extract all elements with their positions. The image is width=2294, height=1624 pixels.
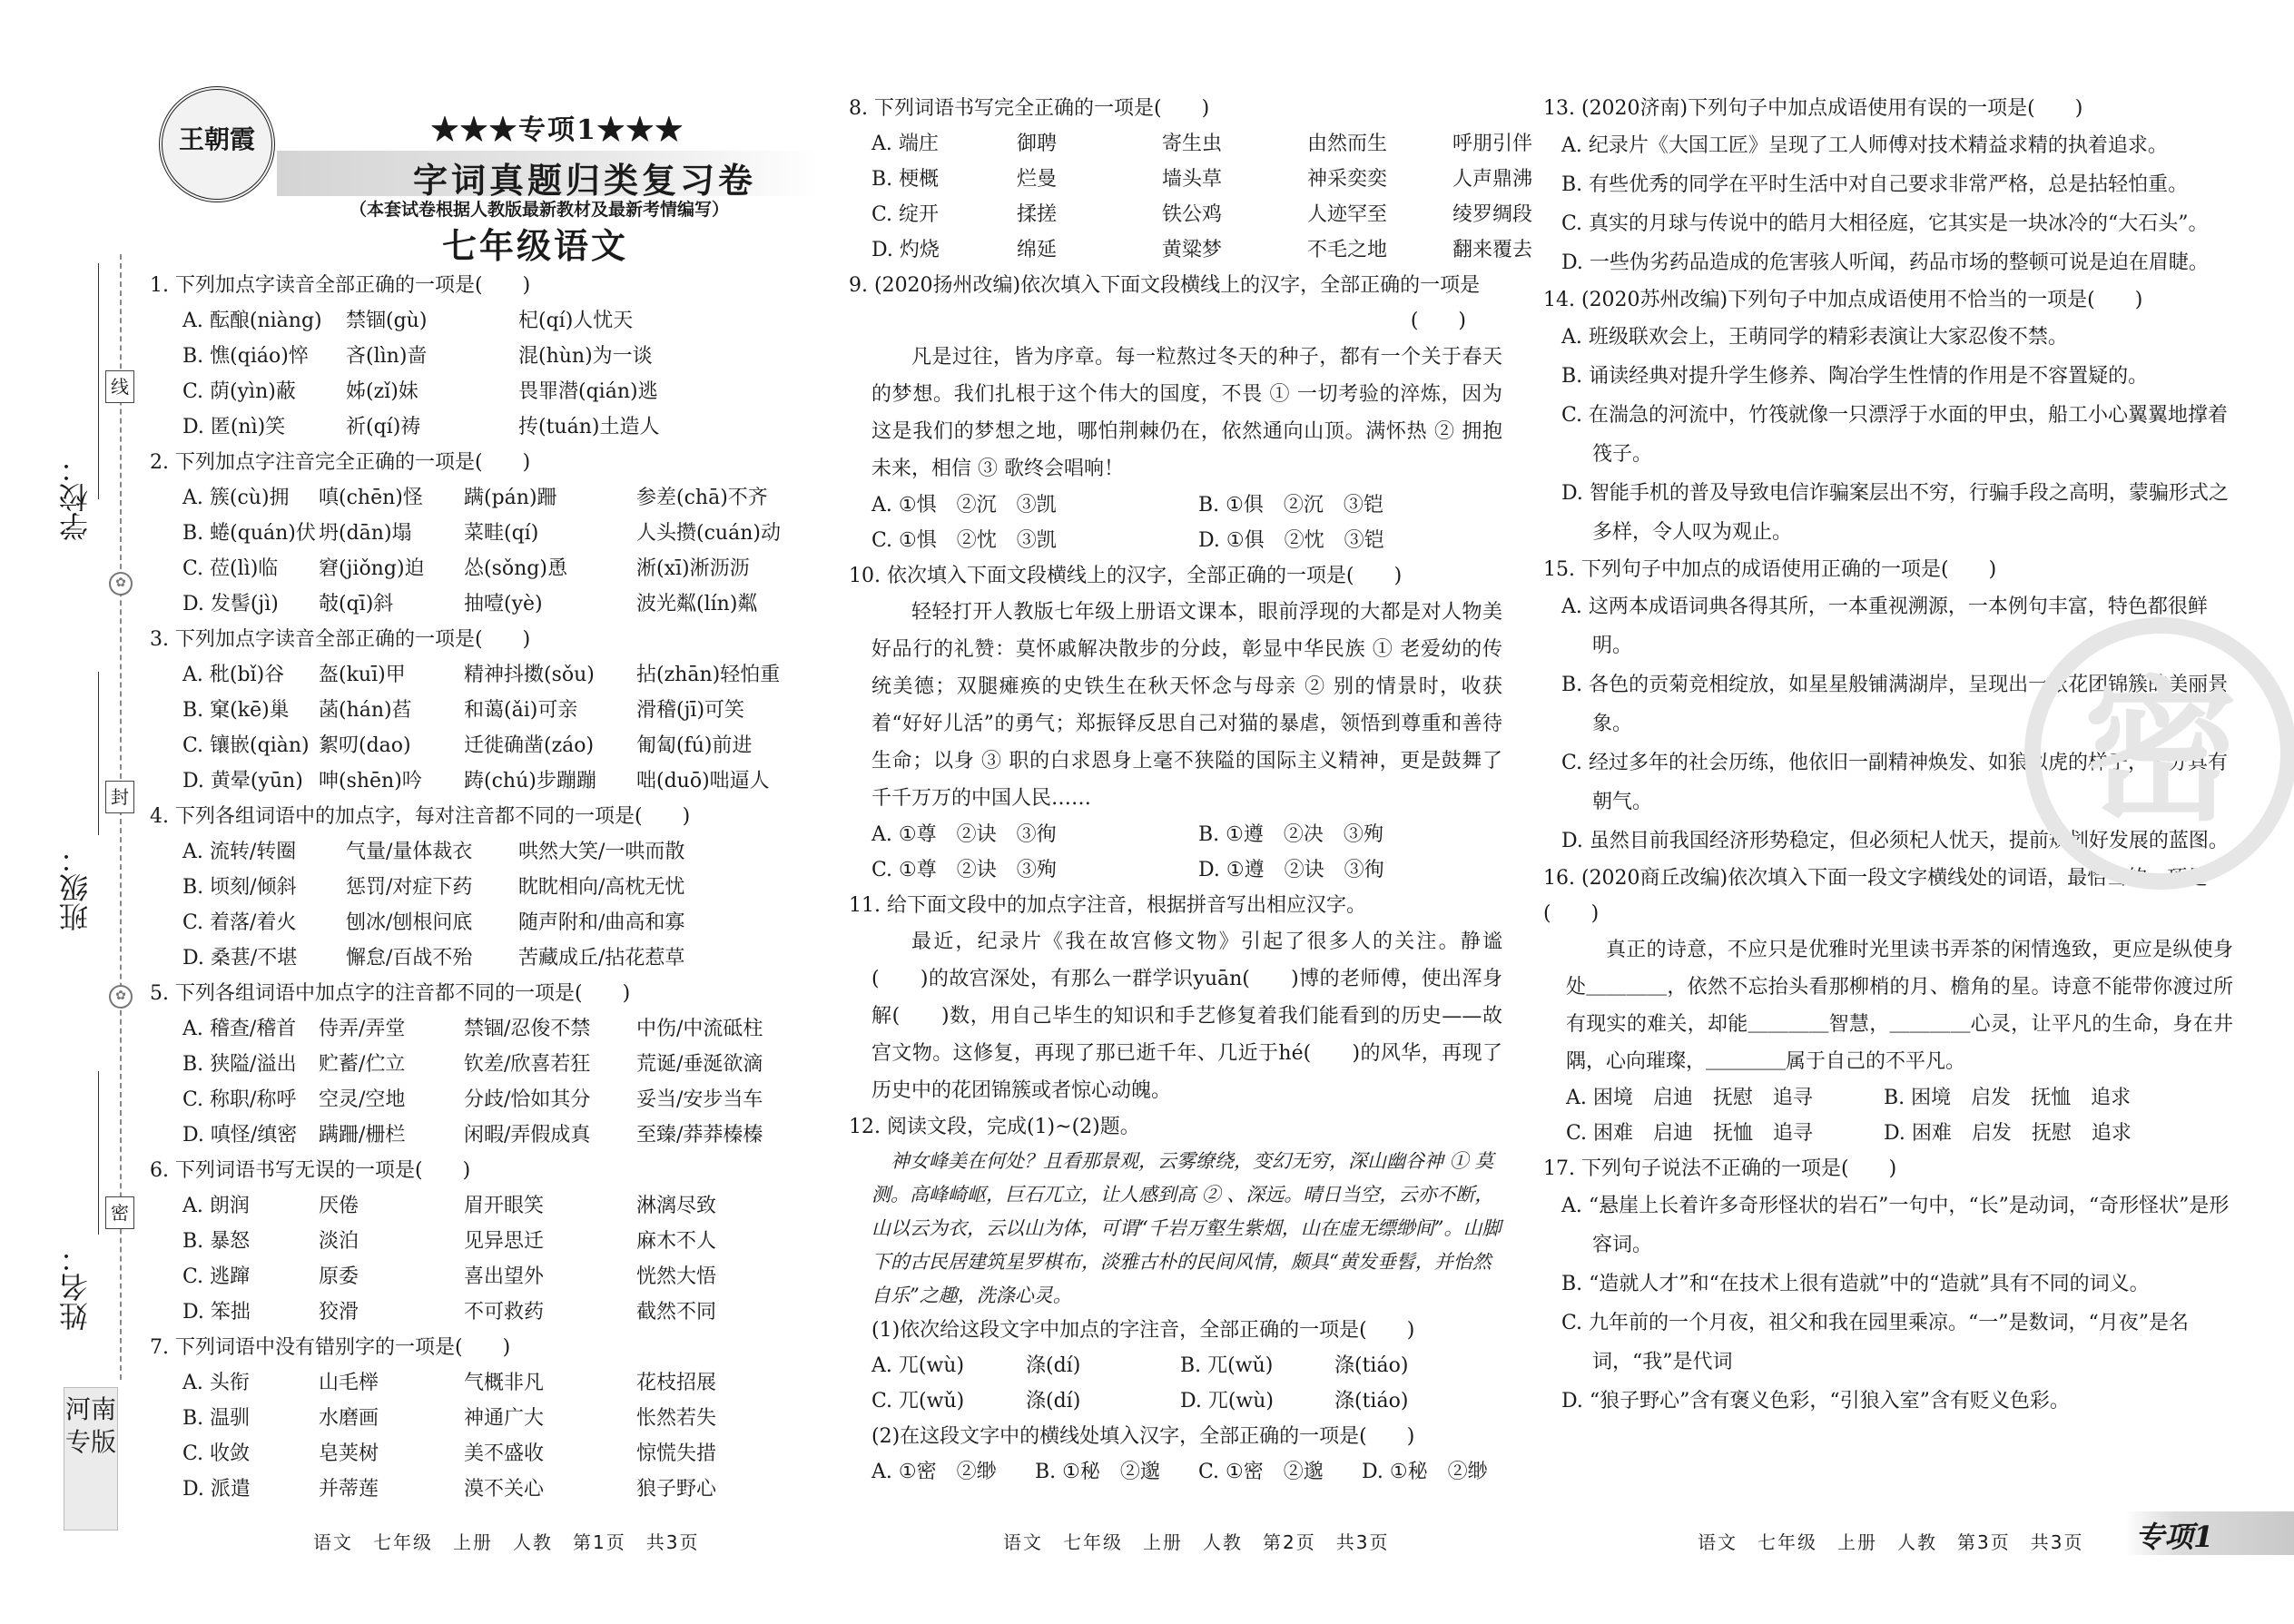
option-cell: C. ①密 ②邈 (1198, 1461, 1324, 1483)
option-item: C. 真实的月球与传说中的皓月大相径庭，它其实是一块冰冷的“大石头”。 (1561, 212, 2209, 235)
option-grid (150, 834, 822, 976)
option-cell: 淋漓尽致 (636, 1195, 717, 1217)
option-cell: 禁锢(gù) (346, 310, 428, 332)
option-cell: 惩罚/对症下药 (346, 876, 473, 899)
option-cell: 眈眈相向/高枕无忧 (518, 876, 685, 899)
option-cell: A. ①密 ②缈 (871, 1461, 997, 1483)
option-item: D. 一些伪劣药品造成的危害骇人听闻，药品市场的整顿可说是迫在眉睫。 (1561, 251, 2209, 274)
school-label: 学校： (58, 454, 93, 541)
question-17 (1543, 1151, 2233, 1421)
option-cell: C. 莅(lì)临 (182, 557, 279, 580)
option-cell: D. 匿(nì)笑 (182, 416, 286, 438)
option-item: D. 智能手机的普及导致电信诈骗案层出不穷，行骗手段之高明，蒙骗形式之多样，令人叹为观止。 (1561, 482, 2229, 544)
option-item: C. 九年前的一个月夜，祖父和我在园里乘凉。“一”是数词，“月夜”是名词，“我”是代词 (1561, 1312, 2190, 1373)
option-cell: C. 困难 启迪 抚恤 追寻 (1566, 1122, 1814, 1145)
option-cell: 蹒(pán)跚 (464, 487, 557, 509)
option-cell: A. 兀(wù) (871, 1354, 965, 1377)
option-cell: 坍(dān)塌 (319, 522, 412, 545)
topic-tag: 专项1 (2135, 1520, 2214, 1554)
option-cell: C. 兀(wǔ) (871, 1390, 965, 1412)
option-cell: 原委 (319, 1265, 359, 1288)
option-cell: D. 灼烧 (871, 239, 940, 261)
option-item: D. “狼子野心”含有褒义色彩，“引狼入室”含有贬义色彩。 (1561, 1390, 2070, 1412)
answer-paren: ( ) (1410, 310, 1466, 332)
passage: 神女峰美在何处？且看那景观，云雾缭绕，变幻无穷，深山幽谷神 ① 莫测。高峰崎岖，巨石兀立，让人感到高 ② 、深远。晴日当空，云亦不断，山以云为衣，云以山为体，可谓“千岩万壑生紫烟，山在虚无缥缈间”。山脚下的古民居建筑星罗棋布，淡雅古朴的民间风情，颇具“黄发垂髫，并怡然自乐”之趣，洗涤心灵。 (871, 1150, 1501, 1306)
question-stem: 6. 下列词语书写无误的一项是( ) (150, 1159, 471, 1182)
binding-sidebar (0, 0, 145, 1624)
option-cell: 神通广大 (464, 1407, 545, 1430)
option-cell: A. 头衔 (182, 1372, 250, 1394)
option-cell: 精神抖擞(sǒu) (464, 664, 595, 686)
class-line (98, 672, 99, 835)
option-cell: 滑稽(jī)可笑 (636, 699, 745, 722)
option-cell: 淡泊 (319, 1230, 359, 1253)
option-cell: 参差(chā)不齐 (636, 487, 768, 509)
option-cell: 杞(qí)人忧天 (518, 310, 634, 332)
question-stem: 1. 下列加点字读音全部正确的一项是( ) (150, 274, 531, 297)
swirl-icon: ✿ (109, 985, 133, 1009)
option-cell: B. ①俱 ②沉 ③铠 (1198, 494, 1383, 517)
option-cell: B. ①遵 ②决 ③殉 (1198, 823, 1383, 846)
option-cell: 攲(qī)斜 (319, 593, 394, 615)
option-cell: 并蒂莲 (319, 1478, 379, 1501)
page-1 (150, 0, 822, 1553)
option-item: B. “造就人才”和“在技术上很有造就”中的“造就”具有不同的词义。 (1561, 1273, 2150, 1295)
option-cell: 妥当/安步当车 (636, 1088, 763, 1111)
option-cell: 绫罗绸段 (1452, 203, 1533, 226)
brand-logo: 王朝霞 (159, 86, 275, 202)
option-cell: 水磨画 (319, 1407, 379, 1430)
question-stem: 3. 下列加点字读音全部正确的一项是( ) (150, 628, 531, 651)
school-line (98, 263, 99, 499)
option-cell: A. ①惧 ②沉 ③凯 (871, 494, 1057, 517)
option-cell: 铁公鸡 (1162, 203, 1223, 226)
question-3 (150, 622, 822, 799)
option-cell: C. 绽开 (871, 203, 940, 226)
option-cell: 涤(tiáo) (1334, 1354, 1409, 1377)
option-cell: 烂曼 (1017, 168, 1058, 191)
option-cell: 不可救药 (464, 1301, 545, 1324)
option-grid (849, 817, 1502, 888)
option-cell: 哄然大笑/一哄而散 (518, 841, 685, 863)
option-grid (849, 126, 1533, 268)
option-cell: 气量/量体裁衣 (346, 841, 473, 863)
option-cell: 咄(duō)咄逼人 (636, 770, 770, 792)
page-footer: 语文 七年级 上册 人教 第2页 共3页 (1003, 1531, 1390, 1553)
question-stem: 11. 给下面文段中的加点字注音，根据拼音写出相应汉字。 (849, 894, 1366, 917)
option-cell: 荒诞/垂涎欲滴 (636, 1053, 763, 1076)
option-cell: A. 困境 启迪 抚慰 追寻 (1566, 1087, 1813, 1109)
class-label: 班级： (58, 844, 93, 931)
option-item: B. 各色的贡菊竞相绽放，如星星般铺满湖岸，呈现出一派花团锦簇的美丽景象。 (1561, 674, 2229, 735)
option-cell: 皂荚树 (319, 1442, 379, 1465)
option-grid (849, 487, 1502, 558)
option-cell: 涤(dí) (1026, 1390, 1081, 1412)
option-cell: 钦差/欣喜若狂 (464, 1053, 591, 1076)
option-cell: C. ①尊 ②诀 ③殉 (871, 859, 1057, 881)
option-cell: 截然不同 (636, 1301, 717, 1324)
question-stem: 14. (2020苏州改编)下列句子中加点成语使用不恰当的一项是( ) (1543, 289, 2143, 311)
passage: 最近，纪录片《我在故宫修文物》引起了很多人的关注。静谧( )的故宫深处，有那么一群学识yuān( )博的老师傅，使出浑身解( )数，用自己毕生的知识和手艺修复着我们能看到的历史——故宫文物。这修复，再现了那已逝千年、几近于hé( )的风华，再现了历史中的花团锦簇或者惊心动魄。 (871, 930, 1502, 1102)
option-grid (150, 303, 822, 445)
question-stem: 8. 下列词语书写完全正确的一项是( ) (849, 97, 1210, 120)
option-cell: 黄粱梦 (1162, 239, 1223, 261)
option-grid (150, 1365, 822, 1507)
option-cell: 呻(shēn)吟 (319, 770, 422, 792)
page-footer: 语文 七年级 上册 人教 第3页 共3页 (1698, 1531, 2084, 1553)
option-grid (1543, 1080, 2233, 1151)
option-cell: 呼朋引伴 (1452, 133, 1533, 155)
option-cell: 波光粼(lín)粼 (636, 593, 758, 615)
page-subtitle: （本套试卷根据人教版最新教材及最新考情编写） (350, 200, 730, 220)
question-stem: 17. 下列句子说法不正确的一项是( ) (1543, 1157, 1897, 1180)
option-cell: A. ①尊 ②诀 ③徇 (871, 823, 1057, 846)
option-cell: 狡滑 (319, 1301, 359, 1324)
option-cell: D. 兀(wù) (1180, 1390, 1275, 1412)
watermark-stamp: 密 (2024, 617, 2294, 890)
option-grid (849, 1454, 1502, 1490)
name-line (98, 1071, 99, 1235)
option-grid (849, 1348, 1502, 1419)
option-cell: 狼子野心 (636, 1478, 717, 1501)
option-cell: B. 困境 启发 抚恤 追求 (1884, 1087, 2132, 1109)
question-16 (1543, 861, 2233, 1151)
option-cell: 淅(xī)淅沥沥 (636, 557, 750, 580)
grade-title: 七年级语文 (442, 225, 629, 266)
option-cell: 漠不关心 (464, 1478, 545, 1501)
topic-badge: ★★★专项1★★★ (431, 114, 684, 146)
question-list (150, 268, 822, 1507)
option-cell: 涤(dí) (1026, 1354, 1081, 1377)
question-2 (150, 445, 822, 622)
seal-seal-box: 封 (105, 781, 134, 813)
option-cell: 侍弄/弄堂 (319, 1018, 406, 1040)
option-cell: C. 称职/称呼 (182, 1088, 297, 1111)
option-cell: 吝(lìn)啬 (346, 345, 428, 368)
option-cell: 不毛之地 (1307, 239, 1388, 261)
option-cell: A. 流转/转圈 (182, 841, 297, 863)
option-cell: D. ①俱 ②忱 ③铠 (1198, 529, 1384, 552)
option-cell: D. 桑葚/不堪 (182, 947, 298, 969)
option-cell: 分歧/恰如其分 (464, 1088, 591, 1111)
question-stem: 10. 依次填入下面文段横线上的汉字，全部正确的一项是( ) (849, 565, 1403, 587)
option-cell: 花枝招展 (636, 1372, 717, 1394)
question-13 (1543, 91, 2233, 282)
page-2 (849, 0, 1533, 1553)
option-cell: D. 派遣 (182, 1478, 251, 1501)
option-cell: 由然而生 (1307, 133, 1388, 155)
question-stem: 12. 阅读文段，完成(1)~(2)题。 (849, 1116, 1140, 1138)
option-cell: 人迹罕至 (1307, 203, 1388, 226)
option-item: D. 虽然目前我国经济形势稳定，但必须杞人忧天，提前规划好发展的蓝图。 (1561, 830, 2229, 852)
option-cell: D. 黄晕(yūn) (182, 770, 303, 792)
option-cell: D. 困难 启发 抚慰 追求 (1884, 1122, 2132, 1145)
option-item: A. 班级联欢会上，王萌同学的精彩表演让大家忍俊不禁。 (1561, 326, 2068, 349)
question-11 (849, 888, 1502, 1109)
option-cell: 御聘 (1017, 133, 1058, 155)
passage: 凡是过往，皆为序章。每一粒熬过冬天的种子，都有一个关于春天的梦想。我们扎根于这个伟大的国度，不畏 ① 一切考验的淬炼，因为这是我们的梦想之地，哪怕荆棘仍在，依然通向山顶。满怀热 ② 拥抱未来，相信 ③ 歌终会唱响！ (871, 346, 1502, 480)
option-cell: B. 梗概 (871, 168, 940, 191)
option-cell: 混(hùn)为一谈 (518, 345, 653, 368)
option-cell: 姊(zǐ)妹 (346, 380, 418, 403)
option-cell: B. 暴怒 (182, 1230, 251, 1253)
option-cell: A. 簇(cù)拥 (182, 487, 290, 509)
question-4 (150, 799, 822, 976)
option-cell: 抽噎(yè) (464, 593, 543, 615)
option-cell: 美不盛收 (464, 1442, 545, 1465)
option-item: A. “悬崖上长着许多奇形怪状的岩石”一句中，“长”是动词，“奇形怪状”是形容词。 (1561, 1195, 2230, 1256)
question-stem: 2. 下列加点字注音完全正确的一项是( ) (150, 451, 531, 474)
option-cell: 人头攒(cuán)动 (636, 522, 781, 545)
question-stem: 5. 下列各组词语中加点字的注音都不同的一项是( ) (150, 982, 631, 1005)
page-header (150, 0, 822, 266)
option-cell: 山毛榉 (319, 1372, 379, 1394)
option-cell: 翻来覆去 (1452, 239, 1533, 261)
sub-question-2: (2)在这段文字中的横线处填入汉字，全部正确的一项是( ) (871, 1425, 1415, 1448)
option-cell: 人声鼎沸 (1452, 168, 1533, 191)
option-cell: 菡(hán)萏 (319, 699, 412, 722)
option-cell: 祈(qí)祷 (346, 416, 421, 438)
passage: 真正的诗意，不应只是优雅时光里读书弄茶的闲情逸致，更应是纵使身处＿＿＿＿，依然不忘抬头看那柳梢的月、檐角的星。诗意不能带你渡过所有现实的难关，却能＿＿＿＿智慧，＿＿＿＿心灵，让平凡的生命，身在井隅，心向璀璨，＿＿＿＿属于自己的不平凡。 (1566, 939, 2233, 1073)
question-stem: 16. (2020商丘改编)依次填入下面一段文字横线处的词语，最恰当的一项是( ) (1543, 867, 2208, 925)
option-cell: A. 酝酿(niàng) (182, 310, 322, 332)
option-cell: D. ①遵 ②诀 ③徇 (1198, 859, 1384, 881)
option-cell: 刨冰/刨根问底 (346, 911, 473, 934)
option-cell: 绵延 (1017, 239, 1058, 261)
option-cell: 见异思迁 (464, 1230, 545, 1253)
seal-secret-box: 密 (105, 1196, 134, 1229)
option-cell: 匍匐(fú)前进 (636, 734, 753, 757)
question-6 (150, 1153, 822, 1330)
option-cell: 厌倦 (319, 1195, 359, 1217)
option-cell: 菜畦(qí) (464, 522, 539, 545)
option-cell: C. ①惧 ②忱 ③凯 (871, 529, 1057, 552)
question-1 (150, 268, 822, 445)
option-cell: 嗔(chēn)怪 (319, 487, 423, 509)
option-item: A. 这两本成语词典各得其所，一本重视溯源，一本例句丰富，特色都很鲜明。 (1561, 595, 2208, 657)
option-item: C. 在湍急的河流中，竹筏就像一只漂浮于水面的甲虫，船工小心翼翼地撑着筏子。 (1561, 404, 2229, 466)
option-cell: B. 憔(qiáo)悴 (182, 345, 309, 368)
swirl-icon: ✿ (109, 572, 133, 595)
question-stem: 4. 下列各组词语中的加点字，每对注音都不同的一项是( ) (150, 805, 691, 828)
option-cell: 踌(chú)步蹦蹦 (464, 770, 596, 792)
question-stem: 7. 下列词语中没有错别字的一项是( ) (150, 1336, 511, 1359)
option-cell: 盔(kuī)甲 (319, 664, 406, 686)
option-cell: D. 笨拙 (182, 1301, 251, 1324)
option-cell: 神采奕奕 (1307, 168, 1388, 191)
question-10 (849, 558, 1502, 888)
option-cell: 苦藏成丘/拈花惹草 (518, 947, 685, 969)
sub-question-1: (1)依次给这段文字中加点的字注音，全部正确的一项是( ) (871, 1319, 1415, 1342)
option-cell: 揉搓 (1017, 203, 1058, 226)
option-grid (150, 480, 822, 622)
option-cell: 惊慌失措 (636, 1442, 717, 1465)
page-title: 字词真题归类复习卷 (413, 160, 757, 201)
option-cell: 恍然大悟 (636, 1265, 717, 1288)
option-cell: 眉开眼笑 (464, 1195, 545, 1217)
name-label: 姓名： (58, 1244, 93, 1331)
option-cell: A. 秕(bǐ)谷 (182, 664, 285, 686)
option-cell: D. 发髻(jì) (182, 593, 279, 615)
option-cell: 抟(tuán)土造人 (518, 416, 660, 438)
option-cell: 畏罪潜(qián)逃 (518, 380, 658, 403)
option-cell: 窘(jiǒng)迫 (319, 557, 425, 580)
option-item: B. 诵读经典对提升学生修养、陶冶学生性情的作用是不容置疑的。 (1561, 365, 2149, 388)
option-cell: A. 端庄 (871, 133, 939, 155)
option-cell: 至臻/莽莽榛榛 (636, 1124, 763, 1147)
option-cell: C. 荫(yìn)蔽 (182, 380, 296, 403)
option-cell: 墙头草 (1162, 168, 1223, 191)
option-cell: C. 收敛 (182, 1442, 251, 1465)
question-stem: 9. (2020扬州改编)依次填入下面文段横线上的汉字，全部正确的一项是 (849, 274, 1481, 297)
question-7 (150, 1330, 822, 1507)
region-badge: 河南专版 (64, 1387, 118, 1530)
page-footer: 语文 七年级 上册 人教 第1页 共3页 (313, 1531, 700, 1553)
option-item: C. 经过多年的社会历练，他依旧一副精神焕发、如狼似虎的样子，十分具有朝气。 (1561, 752, 2229, 813)
option-cell: 絮叨(dao) (319, 734, 411, 757)
option-cell: D. ①秘 ②缈 (1362, 1461, 1488, 1483)
option-grid (150, 1188, 822, 1330)
option-cell: 闲暇/弄假成真 (464, 1124, 591, 1147)
option-cell: 涤(tiáo) (1334, 1390, 1409, 1412)
option-cell: B. 温驯 (182, 1407, 251, 1430)
option-cell: A. 稽查/稽首 (182, 1018, 297, 1040)
option-cell: B. 蜷(quán)伏 (182, 522, 316, 545)
option-cell: 喜出望外 (464, 1265, 545, 1288)
option-cell: 气概非凡 (464, 1372, 545, 1394)
option-cell: 懈怠/百战不殆 (346, 947, 473, 969)
question-14 (1543, 282, 2233, 552)
option-cell: 随声附和/曲高和寡 (518, 911, 685, 934)
option-cell: B. 顷刻/倾斜 (182, 876, 297, 899)
question-stem: 15. 下列句子中加点的成语使用正确的一项是( ) (1543, 558, 1997, 581)
question-12 (849, 1109, 1502, 1490)
option-grid (150, 1011, 822, 1153)
option-cell: 禁锢/忍俊不禁 (464, 1018, 591, 1040)
option-cell: 蹒跚/栅栏 (319, 1124, 406, 1147)
option-cell: 空灵/空地 (319, 1088, 406, 1111)
question-8 (849, 91, 1533, 268)
option-item: B. 有些优秀的同学在平时生活中对自己要求非常严格，总是拈轻怕重。 (1561, 173, 2189, 196)
option-cell: B. ①秘 ②邈 (1035, 1461, 1160, 1483)
option-cell: D. 嗔怪/缜密 (182, 1124, 298, 1147)
option-cell: 怂(sǒng)恿 (464, 557, 567, 580)
option-item: A. 纪录片《大国工匠》呈现了工人师傅对技术精益求精的执着追求。 (1561, 134, 2168, 157)
option-cell: 和蔼(ǎi)可亲 (464, 699, 578, 722)
option-cell: 迁徙确凿(záo) (464, 734, 595, 757)
option-cell: B. 窠(kē)巢 (182, 699, 290, 722)
option-cell: B. 狭隘/溢出 (182, 1053, 297, 1076)
option-cell: 寄生虫 (1162, 133, 1223, 155)
option-cell: 拈(zhān)轻怕重 (636, 664, 781, 686)
option-cell: B. 兀(wǔ) (1180, 1354, 1274, 1377)
option-cell: 怅然若失 (636, 1407, 717, 1430)
option-grid (150, 657, 822, 799)
seal-line-box: 线 (105, 370, 134, 403)
question-stem: 13. (2020济南)下列句子中加点成语使用有误的一项是( ) (1543, 97, 2083, 120)
passage: 轻轻打开人教版七年级上册语文课本，眼前浮现的大都是对人物美好品行的礼赞：莫怀戚解决散步的分歧，彰显中华民族 ① 老爱幼的传统美德；双腿瘫痪的史铁生在秋天怀念与母亲 ② 别的情景时，收获着“好好儿活”的勇气；郑振铎反思自己对猫的暴虐，领悟到尊重和善待生命；以身 ③ 职的白求恩身上毫不狭隘的国际主义精神，更是鼓舞了千千万万的中国人民…… (871, 601, 1502, 810)
question-9 (849, 268, 1502, 558)
question-5 (150, 976, 822, 1153)
option-cell: C. 镶嵌(qiàn) (182, 734, 310, 757)
option-cell: C. 逃蹿 (182, 1265, 251, 1288)
option-cell: A. 朗润 (182, 1195, 250, 1217)
option-cell: C. 着落/着火 (182, 911, 297, 934)
option-cell: 麻木不人 (636, 1230, 717, 1253)
option-cell: 中伤/中流砥柱 (636, 1018, 763, 1040)
option-cell: 贮蓄/伫立 (319, 1053, 406, 1076)
